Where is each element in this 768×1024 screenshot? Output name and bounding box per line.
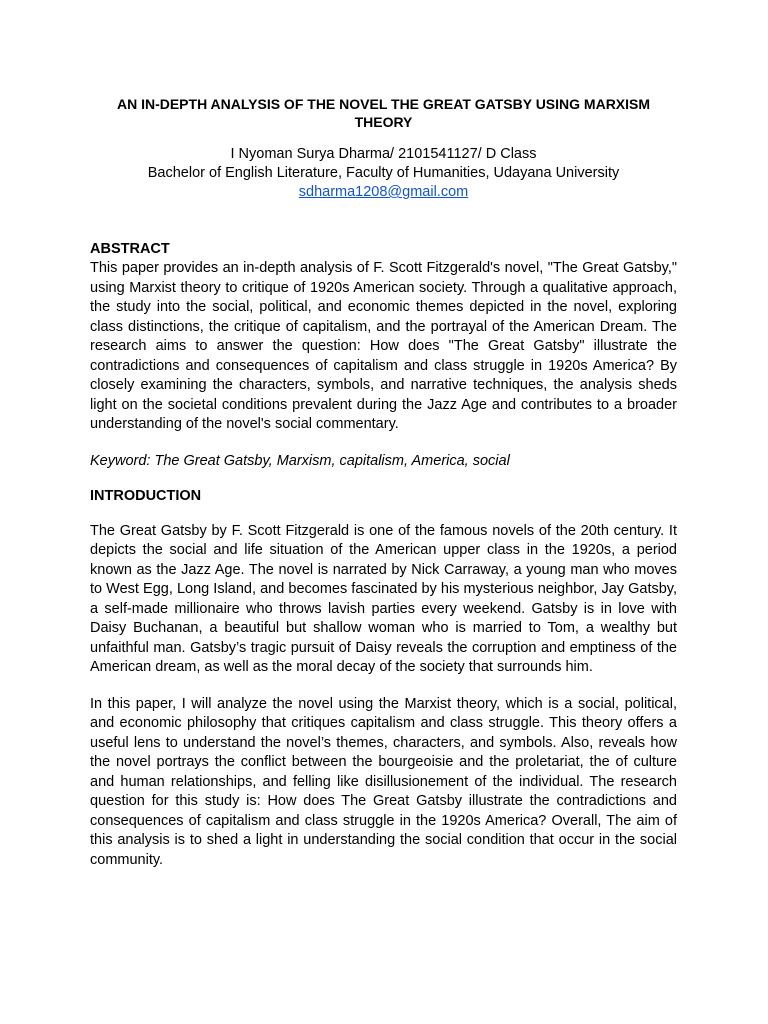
abstract-text: This paper provides an in-depth analysis of F. Scott Fitzgerald's novel, "The Great Gatsby," using Marxist theory to critique of 1920s American society. Through a qualitative approach, the study into the social, political, and economic themes depicted in the novel, exploring class distinctions, the critique of capitalism, and the portrayal of the American Dream. The research aims to answer the question: How does "The Great Gatsby" illustrate the contradictions and consequences of capitalism and class struggle in 1920s America? By closely examining the characters, symbols, and narrative techniques, the analysis sheds light on the societal conditions prevalent during the Jazz Age and contributes to a broader understanding of the novel's social commentary. [90, 260, 677, 432]
affiliation: Bachelor of English Literature, Faculty of Humanities, Udayana University [147, 165, 620, 181]
page-content [90, 95, 677, 870]
author-line: I Nyoman Surya Dharma/ 2101541127/ D Class [230, 146, 537, 162]
paper-title: AN IN-DEPTH ANALYSIS OF THE NOVEL THE GREAT GATSBY USING MARXISM THEORY [116, 96, 651, 130]
author-block [90, 145, 677, 202]
abstract-heading: ABSTRACT [90, 241, 170, 257]
introduction-heading: INTRODUCTION [90, 487, 202, 504]
introduction-paragraph-1: The Great Gatsby by F. Scott Fitzgerald is one of the famous novels of the 20th century. It depicts the social and life situation of the American upper class in the 1920s, a period known as the Jazz Age. The novel is narrated by Nick Carraway, a young man who moves to West Egg, Long Island, and becomes fascinated by his mysterious neighbor, Jay Gatsby, a self-made millionaire who throws lavish parties every weekend. Gatsby is in love with Daisy Buchanan, a beautiful but shallow woman who is married to Tom, a wealthy but unfaithful man. Gatsby’s tragic pursuit of Daisy reveals the corruption and emptiness of the American dream, as well as the moral decay of the society that surrounds him. [90, 522, 677, 675]
author-email-link[interactable]: sdharma1208@gmail.com [298, 184, 469, 200]
keywords: Keyword: The Great Gatsby, Marxism, capitalism, America, social [90, 452, 510, 469]
introduction-paragraph-2: In this paper, I will analyze the novel using the Marxist theory, which is a social, political, and economic philosophy that critiques capitalism and class struggle. This theory offers a useful lens to understand the novel’s themes, characters, and symbols. Also, reveals how the novel portrays the conflict between the bourgeoisie and the proletariat, the of culture and human relationships, and felling like disillusionement of the individual. The research question for this study is: How does The Great Gatsby illustrate the contradictions and consequences of capitalism and class struggle in the 1920s America? Overall, The aim of this analysis is to shed a light in understanding the social condition that occur in the social community. [90, 695, 677, 868]
